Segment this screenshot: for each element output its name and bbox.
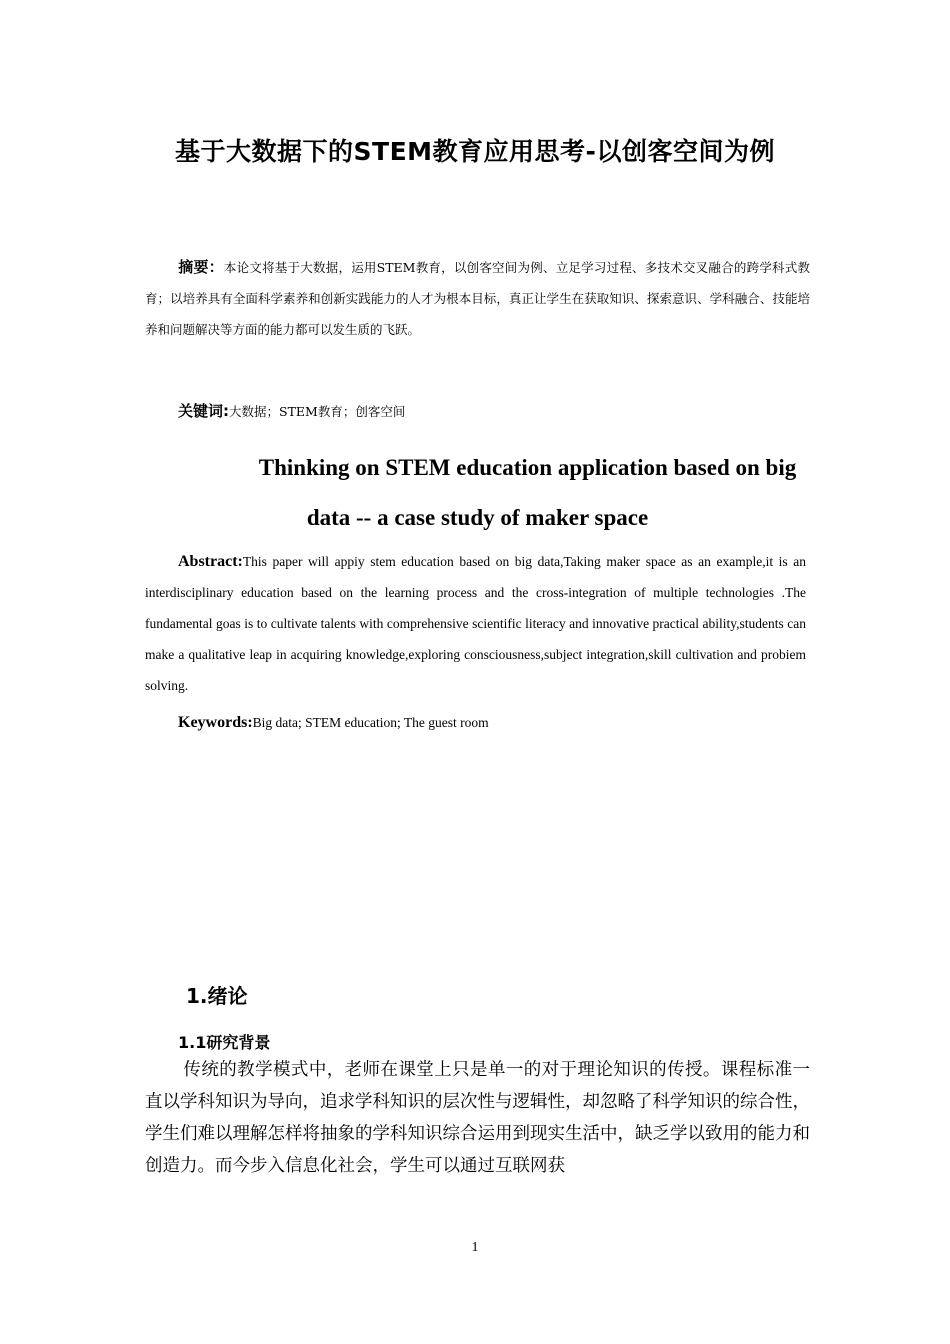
page-number: 1 [471,1240,479,1255]
section-heading: 1.绪论 [186,984,248,1008]
body-paragraph [145,1054,810,1182]
english-keywords-label: Keywords: [178,714,253,731]
english-title [145,443,810,543]
english-title-line2: data -- a case study of maker space [306,505,649,530]
chinese-title: 基于大数据下的STEM教育应用思考-以创客空间为例 [175,137,775,166]
english-keywords-text: Big data; STEM education; The guest room [252,715,489,730]
chinese-keywords [178,400,405,421]
chinese-keywords-label: 关键词: [178,402,229,420]
chinese-abstract-label: 摘要： [178,258,224,276]
english-abstract-label: Abstract: [178,553,243,570]
chinese-keywords-text: 大数据；STEM教育；创客空间 [229,404,406,419]
body-paragraph-text: 传统的教学模式中，老师在课堂上只是单一的对于理论知识的传授。课程标准一直以学科知识为导向，追求学科知识的层次性与逻辑性，却忽略了科学知识的综合性，学生们难以理解怎样将抽象的学科知识综合运用到现实生活中，缺乏学以致用的能力和创造力。而今步入信息化社会，学生可以通过互联网获 [145,1060,810,1176]
english-abstract-text: This paper will appiy stem education based on big data,Taking maker space as an example,it is an interdisciplinary education based on the learning process and the cross-integration of multiple technologies .The fundamental goas is to cultivate talents with comprehensive scientific literacy and innovative practical ability,students can make a qualitative leap in acquiring knowledge,exploring consciousness,subject integration,skill cultivation and probiem solving. [145,554,806,693]
chinese-abstract [145,252,810,345]
subsection-heading: 1.1研究背景 [178,1033,271,1052]
english-keywords [178,714,489,732]
english-abstract [145,546,806,701]
chinese-abstract-text: 本论文将基于大数据，运用STEM教育，以创客空间为例、立足学习过程、多技术交叉融合的跨学科式教育；以培养具有全面科学素养和创新实践能力的人才为根本目标，真正让学生在获取知识、探索意识、学科融合、技能培养和问题解决等方面的能力都可以发生质的飞跃。 [145,260,810,337]
english-title-line1: Thinking on STEM education application based on big [258,455,797,480]
